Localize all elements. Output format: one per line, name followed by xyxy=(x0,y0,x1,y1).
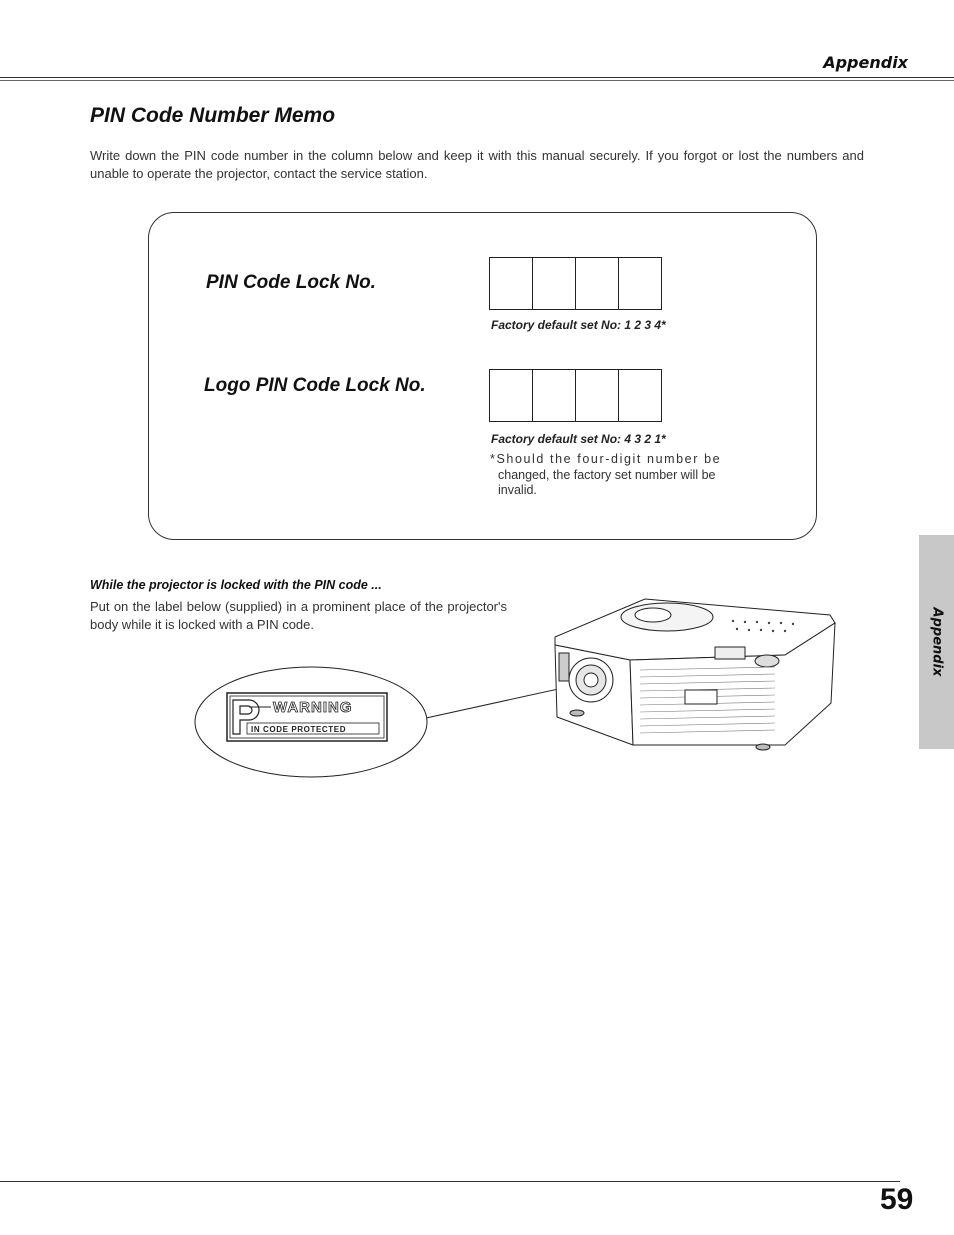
logo-pin-code-lock-entry[interactable] xyxy=(489,369,662,422)
asterisk-note xyxy=(490,452,735,499)
pin-code-lock-entry[interactable] xyxy=(489,257,662,310)
header-rule xyxy=(0,77,954,78)
pin-default-note: Factory default set No: 1 2 3 4* xyxy=(491,318,666,332)
warning-label xyxy=(227,693,387,741)
logo-pin-digit-box-1[interactable] xyxy=(489,369,533,422)
pin-digit-box-2[interactable] xyxy=(532,257,576,310)
appendix-side-tab[interactable] xyxy=(919,535,954,749)
locked-body: Put on the label below (supplied) in a prominent place of the projector's body while it is locked with a PIN code. xyxy=(90,599,507,632)
logo-pin-default-note: Factory default set No: 4 3 2 1* xyxy=(491,432,666,446)
page-number: 59 xyxy=(880,1183,914,1216)
header-rule-secondary xyxy=(0,80,954,81)
page-title: PIN Code Number Memo xyxy=(90,104,336,127)
asterisk-note-first-line: *Should the four-digit number be xyxy=(490,452,722,466)
pin-code-lock-label: PIN Code Lock No. xyxy=(206,272,376,293)
warning-label-title: WARNING xyxy=(273,699,353,716)
pin-digit-box-4[interactable] xyxy=(618,257,662,310)
asterisk-note-rest: changed, the factory set number will be invalid. xyxy=(498,467,716,497)
logo-pin-code-lock-label: Logo PIN Code Lock No. xyxy=(204,375,426,396)
intro-paragraph: Write down the PIN code number in the column below and keep it with this manual securely. If you forgot or lost the numbers and unable to operate the projector, contact the service station. xyxy=(90,148,864,181)
section-header-label: Appendix xyxy=(823,53,908,72)
locked-heading: While the projector is locked with the PIN code ... xyxy=(90,578,382,592)
warning-label-subtitle: IN CODE PROTECTED xyxy=(251,725,347,734)
logo-pin-digit-box-2[interactable] xyxy=(532,369,576,422)
footer-rule xyxy=(0,1181,900,1182)
pin-digit-box-3[interactable] xyxy=(575,257,619,310)
pin-digit-box-1[interactable] xyxy=(489,257,533,310)
projector-drawing xyxy=(555,599,835,750)
logo-pin-digit-box-3[interactable] xyxy=(575,369,619,422)
projector-illustration xyxy=(185,595,845,785)
side-tab-label: Appendix xyxy=(929,607,944,677)
logo-pin-digit-box-4[interactable] xyxy=(618,369,662,422)
